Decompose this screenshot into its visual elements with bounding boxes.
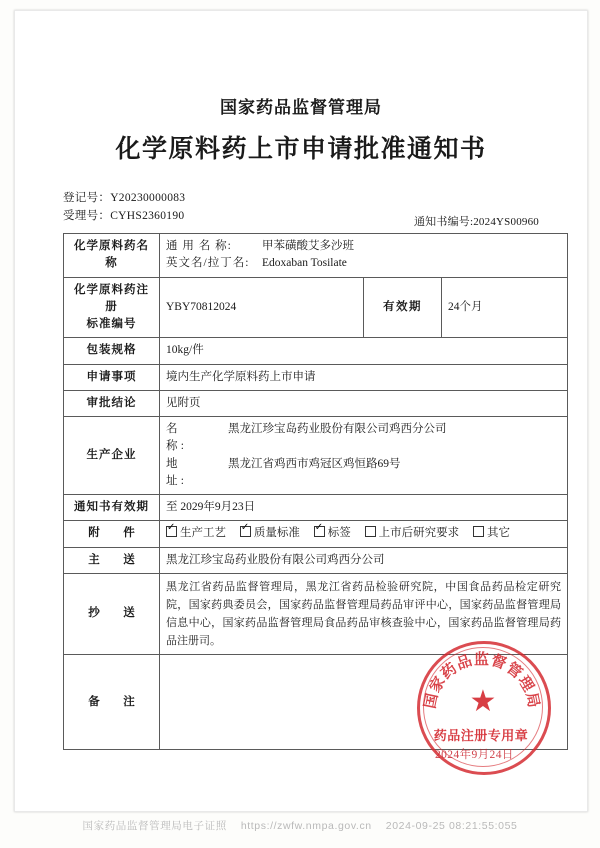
valid-until-value: 至 2029年9月23日 xyxy=(160,495,568,521)
table-row-cc-recipient xyxy=(64,573,568,655)
conclusion-value: 见附页 xyxy=(160,390,568,416)
table-row-attachments xyxy=(64,521,568,547)
table-row-conclusion xyxy=(64,390,568,416)
manufacturer-address-value: 黑龙江省鸡西市鸡冠区鸡恒路69号 xyxy=(228,457,401,470)
table-row-application xyxy=(64,364,568,390)
generic-name-label: 通 用 名 称: xyxy=(166,240,232,252)
registration-standard-value: YBY70812024 xyxy=(160,277,364,338)
checkbox-checked-icon xyxy=(166,526,177,537)
svg-text:国家药品监督管理局: 国家药品监督管理局 xyxy=(422,652,542,711)
checkbox-empty-icon xyxy=(365,526,376,537)
row-label-registration-standard-line2: 标准编号 xyxy=(86,318,137,330)
seal-date: 2024年9月24日 xyxy=(435,749,514,761)
checkbox-checked-icon xyxy=(314,526,325,537)
manufacturer-name-label: 名 称: xyxy=(166,423,211,453)
registration-number-value: Y20230000083 xyxy=(110,192,186,204)
english-name-value: Edoxaban Tosilate xyxy=(262,257,347,270)
acceptance-number-value: CYHS2360190 xyxy=(110,210,185,222)
acceptance-number-line xyxy=(63,207,184,223)
certificate-paper xyxy=(14,10,588,812)
application-value: 境内生产化学原料药上市申请 xyxy=(160,364,568,390)
row-label-remark: 备 注 xyxy=(64,655,160,750)
registration-number-line xyxy=(63,189,185,205)
package-value: 10kg/件 xyxy=(160,338,568,364)
attachments-value xyxy=(160,521,568,547)
manufacturer-address-label: 地 址: xyxy=(166,457,211,487)
seal-bottom-text: 药品注册专用章 xyxy=(433,728,529,743)
validity-period-label: 有效期 xyxy=(364,277,442,338)
table-row-valid-until xyxy=(64,495,568,521)
issuing-authority-title: 国家药品监督管理局 xyxy=(220,98,382,117)
row-label-valid-until: 通知书有效期 xyxy=(64,495,160,521)
footer-timestamp: 2024-09-25 08:21:55:055 xyxy=(385,820,518,832)
row-label-attachments: 附 件 xyxy=(64,521,160,547)
seal-star-icon: ★ xyxy=(469,685,497,718)
attachment-label-4: 其它 xyxy=(487,527,510,540)
checkbox-checked-icon xyxy=(240,526,251,537)
row-value-drug-name xyxy=(160,234,568,278)
acceptance-number-label: 受理号： xyxy=(63,210,111,222)
table-row-registration-standard xyxy=(64,277,568,338)
manufacturer-value xyxy=(160,417,568,495)
validity-period-value: 24个月 xyxy=(442,277,568,338)
manufacturer-name-value: 黑龙江珍宝岛药业股份有限公司鸡西分公司 xyxy=(228,423,447,435)
table-row-manufacturer xyxy=(64,417,568,495)
row-label-main-recipient: 主 送 xyxy=(64,547,160,573)
footer-url: https://zwfw.nmpa.gov.cn xyxy=(240,820,372,832)
attachment-label-3: 上市后研究要求 xyxy=(378,527,460,540)
page-title: 化学原料药上市申请批准通知书 xyxy=(115,136,487,163)
table-row-remark xyxy=(64,655,568,750)
attachment-item-0 xyxy=(166,525,226,542)
footer-source-label: 国家药品监督管理局电子证照 xyxy=(82,820,227,832)
attachment-item-4 xyxy=(473,525,510,542)
certificate-table xyxy=(63,233,568,750)
registration-number-label: 登记号： xyxy=(63,192,111,204)
notice-number-label: 通知书编号: xyxy=(413,216,474,228)
english-name-label: 英文名/拉丁名: xyxy=(166,257,250,270)
notice-number-line xyxy=(414,213,539,229)
row-label-registration-standard-line1: 化学原料药注册 xyxy=(74,283,149,313)
table-row-package xyxy=(64,338,568,364)
table-row-drug-name xyxy=(64,234,568,278)
remark-value xyxy=(160,655,568,750)
cc-recipient-value: 黑龙江省药品监督管理局，黑龙江省药品检验研究院，中国食品药品检定研究院，国家药典委员会，国家药品监督管理局药品审评中心，国家药品监督管理局信息中心，国家药品监督管理局食品药品审核查验中心，国家药品监督管理局药品注册司。 xyxy=(166,580,561,648)
row-label-cc-recipient: 抄 送 xyxy=(64,573,160,655)
row-label-drug-name: 化学原料药名称 xyxy=(64,234,160,278)
row-label-conclusion: 审批结论 xyxy=(64,390,160,416)
attachment-item-2 xyxy=(314,525,351,542)
row-label-manufacturer: 生产企业 xyxy=(64,417,160,495)
row-label-package: 包装规格 xyxy=(64,338,160,364)
notice-number-value: 2024YS00960 xyxy=(473,216,539,228)
checkbox-empty-icon xyxy=(473,526,484,537)
main-recipient-value: 黑龙江珍宝岛药业股份有限公司鸡西分公司 xyxy=(160,547,568,573)
footer-bar xyxy=(0,818,600,833)
generic-name-value: 甲苯磺酸艾多沙班 xyxy=(262,240,354,252)
row-label-application: 申请事项 xyxy=(64,364,160,390)
attachment-item-1 xyxy=(240,525,300,542)
row-label-registration-standard xyxy=(64,277,160,338)
attachment-label-1: 质量标准 xyxy=(253,527,300,540)
attachment-item-3 xyxy=(365,525,460,542)
attachment-label-0: 生产工艺 xyxy=(180,527,226,540)
attachment-label-2: 标签 xyxy=(327,527,351,540)
table-row-main-recipient xyxy=(64,547,568,573)
